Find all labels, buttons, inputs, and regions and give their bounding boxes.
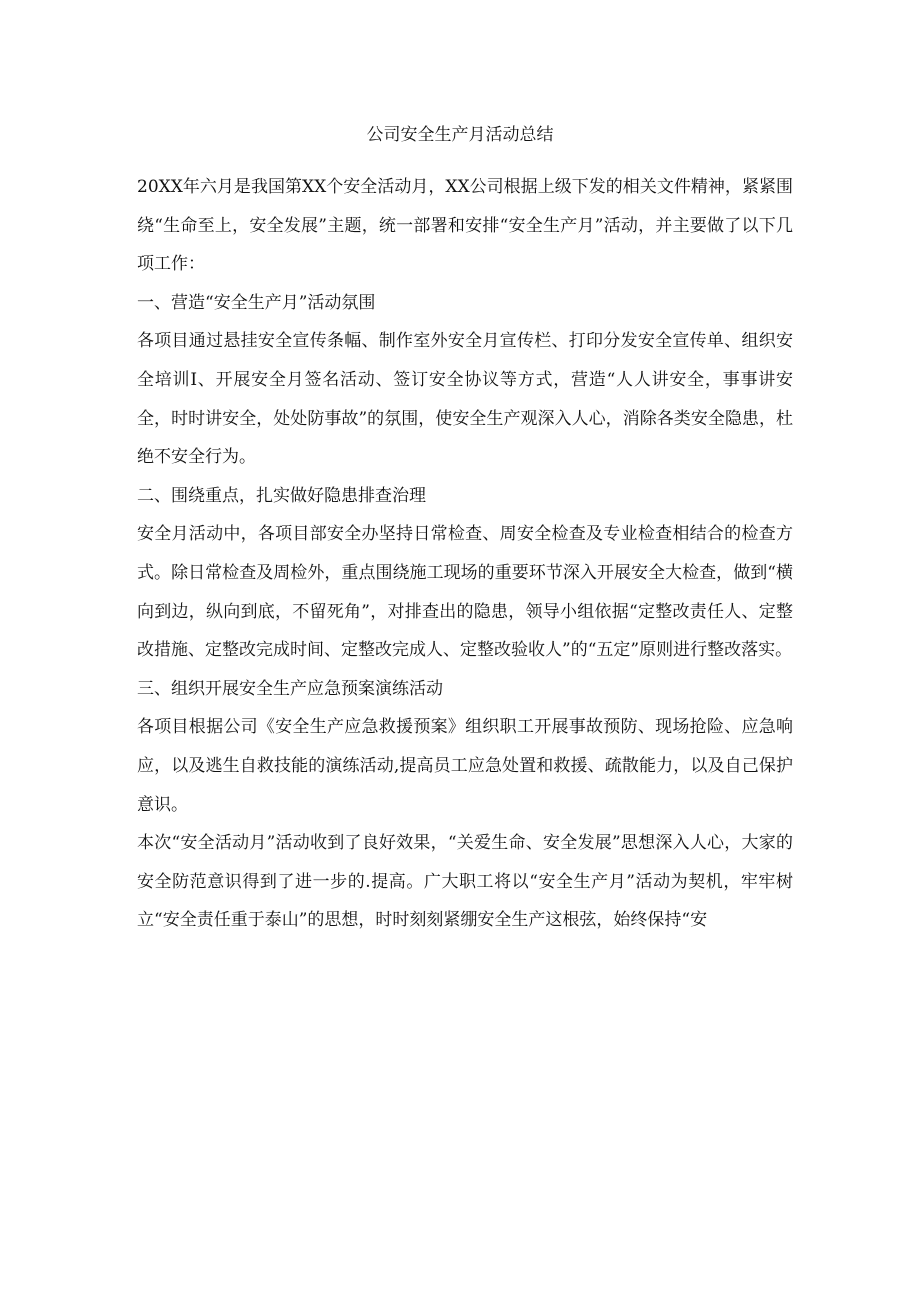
section-heading-2: 二、围绕重点，扎实做好隐患排查治理 — [137, 485, 426, 506]
section-heading-1: 一、营造“安全生产月”活动氛围 — [137, 292, 376, 313]
intro-paragraph: 20XX年六月是我国第XX个安全活动月，XX公司根据上级下发的相关文件精神，紧紧围绕“生命至上，安全发展”主题，统一部署和安排“安全生产月”活动，并主要做了以下几项工作： — [137, 177, 793, 275]
section-3-paragraph: 各项目根据公司《安全生产应急救援预案》组织职工开展事故预防、现场抢险、应急响应，以及逃生自救技能的演练活动,提高员工应急处置和救援、疏散能力，以及自己保护意识。 — [137, 717, 793, 815]
section-1-paragraph: 各项目通过悬挂安全宣传条幅、制作室外安全月宣传栏、打印分发安全宣传单、组织安全培训I、开展安全月签名活动、签订安全协议等方式，营造“人人讲安全，事事讲安全，时时讲安全，处处防事故”的氛围，使安全生产观深入人心，消除各类安全隐患，杜绝不安全行为。 — [137, 331, 793, 468]
section-2-paragraph: 安全月活动中，各项目部安全办坚持日常检查、周安全检查及专业检查相结合的检查方式。除日常检查及周检外，重点围绕施工现场的重要环节深入开展安全大检查，做到“横向到边，纵向到底，不留死角”，对排查出的隐患，领导小组依据“定整改责任人、定整改措施、定整改完成时间、定整改完成人、定整改验收人”的“五定”原则进行整改落实。 — [137, 524, 793, 661]
conclusion-paragraph: 本次“安全活动月”活动收到了良好效果，“关爱生命、安全发展”思想深入人心，大家的安全防范意识得到了进一步的.提高。广大职工将以“安全生产月”活动为契机，牢牢树立“安全责任重于泰山”的思想，时时刻刻紧绷安全生产这根弦，始终保持“安 — [137, 833, 793, 931]
section-heading-3: 三、组织开展安全生产应急预案演练活动 — [137, 678, 443, 699]
document-title: 公司安全生产月活动总结 — [366, 125, 554, 145]
document-body — [137, 168, 793, 940]
